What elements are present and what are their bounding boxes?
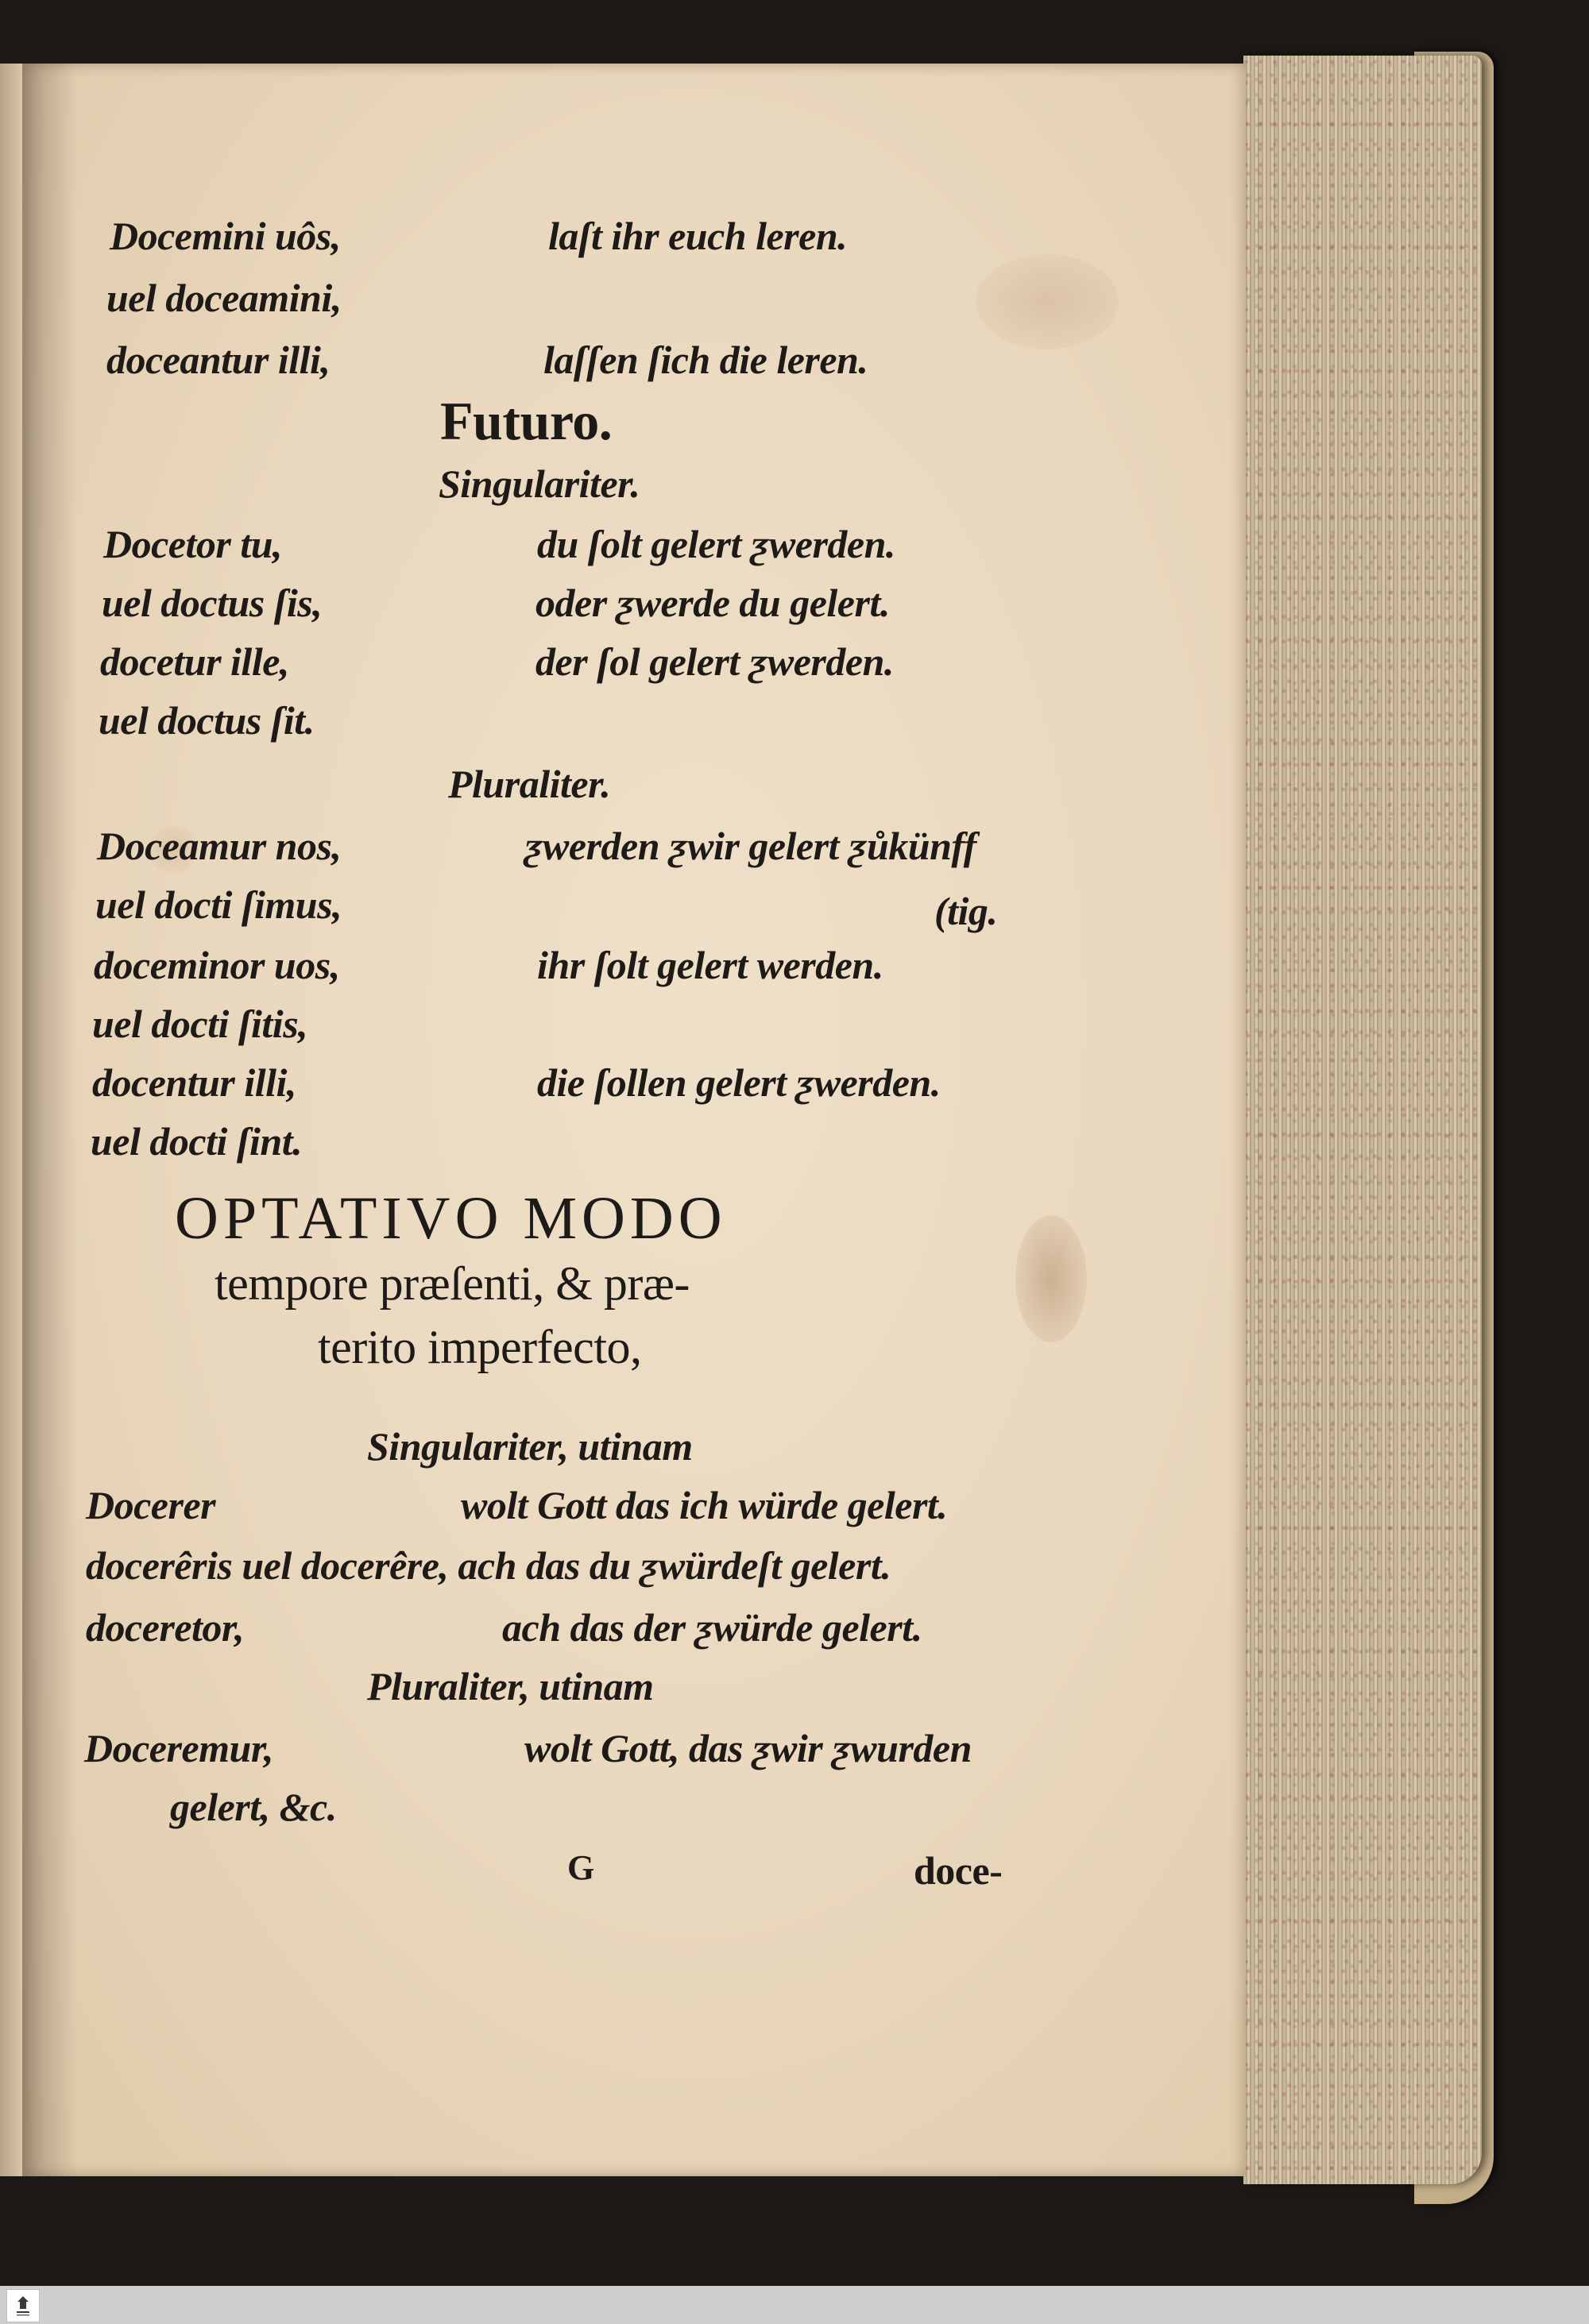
german-line: (tig. [934,889,998,933]
latin-line: uel docti ſitis, [92,1002,308,1046]
pluraliter-label: Pluraliter. [448,762,611,806]
foxing-stain [1015,1215,1087,1342]
german-line: du ſolt gelert ƺwerden. [537,522,895,566]
optativo-subheading: terito imperfecto, [318,1321,642,1373]
gutter-shadow [22,64,78,2176]
latin-line: uel doceamini, [106,276,342,320]
latin-line: uel doctus ſit. [99,698,315,743]
german-line: wolt Gott, das ƺwir ƺwurden [524,1726,972,1770]
latin-line: doceantur illi, [106,338,331,382]
optativo-heading: OPTATIVO MODO [175,1185,727,1252]
mixed-line: docerêris uel docerêre, ach das du ƺwürdeſt gelert. [86,1543,891,1588]
catchword: doce- [914,1848,1003,1893]
optativo-subheading: tempore præſenti, & præ- [215,1257,690,1310]
latin-line: uel docti ſint. [91,1119,303,1164]
library-logo-icon [6,2289,40,2322]
latin-line: docetur ille, [100,639,289,684]
german-line: laſt ihr euch leren. [548,214,848,258]
latin-line: uel doctus ſis, [102,581,323,625]
facing-page-edge [0,64,22,2176]
latin-line: doceminor uos, [94,943,340,987]
german-line: ƺwerden ƺwir gelert ƺůkünff [524,824,976,868]
edge-speckle [1243,56,1482,2184]
viewer-footer-bar [0,2286,1589,2324]
pluraliter-utinam-label: Pluraliter, utinam [367,1664,654,1708]
german-line: ihr ſolt gelert werden. [537,943,883,987]
futuro-heading: Futuro. [440,391,613,451]
latin-line: Docemini uôs, [110,214,341,258]
latin-line: Docerer [86,1483,216,1527]
singulariter-label: Singulariter. [439,461,640,506]
page-edges [1243,56,1482,2184]
latin-line: Doceamur nos, [97,824,342,868]
german-line: der ſol gelert ƺwerden. [535,639,894,684]
continuation-line: gelert, &c. [170,1785,337,1829]
latin-line: uel docti ſimus, [95,882,342,927]
foxing-stain [976,254,1119,349]
german-line: die ſollen gelert ƺwerden. [537,1060,941,1105]
signature-mark: G [567,1848,594,1887]
german-line: laſſen ſich die leren. [543,338,868,382]
singulariter-utinam-label: Singulariter, utinam [367,1424,693,1469]
latin-line: doceretor, [86,1605,245,1650]
latin-line: Doceremur, [84,1726,274,1770]
latin-line: Docetor tu, [103,522,283,566]
german-line: ach das der ƺwürde gelert. [502,1605,922,1650]
german-line: wolt Gott das ich würde gelert. [461,1483,948,1527]
german-line: oder ƺwerde du gelert. [535,581,890,625]
latin-line: docentur illi, [92,1060,296,1105]
